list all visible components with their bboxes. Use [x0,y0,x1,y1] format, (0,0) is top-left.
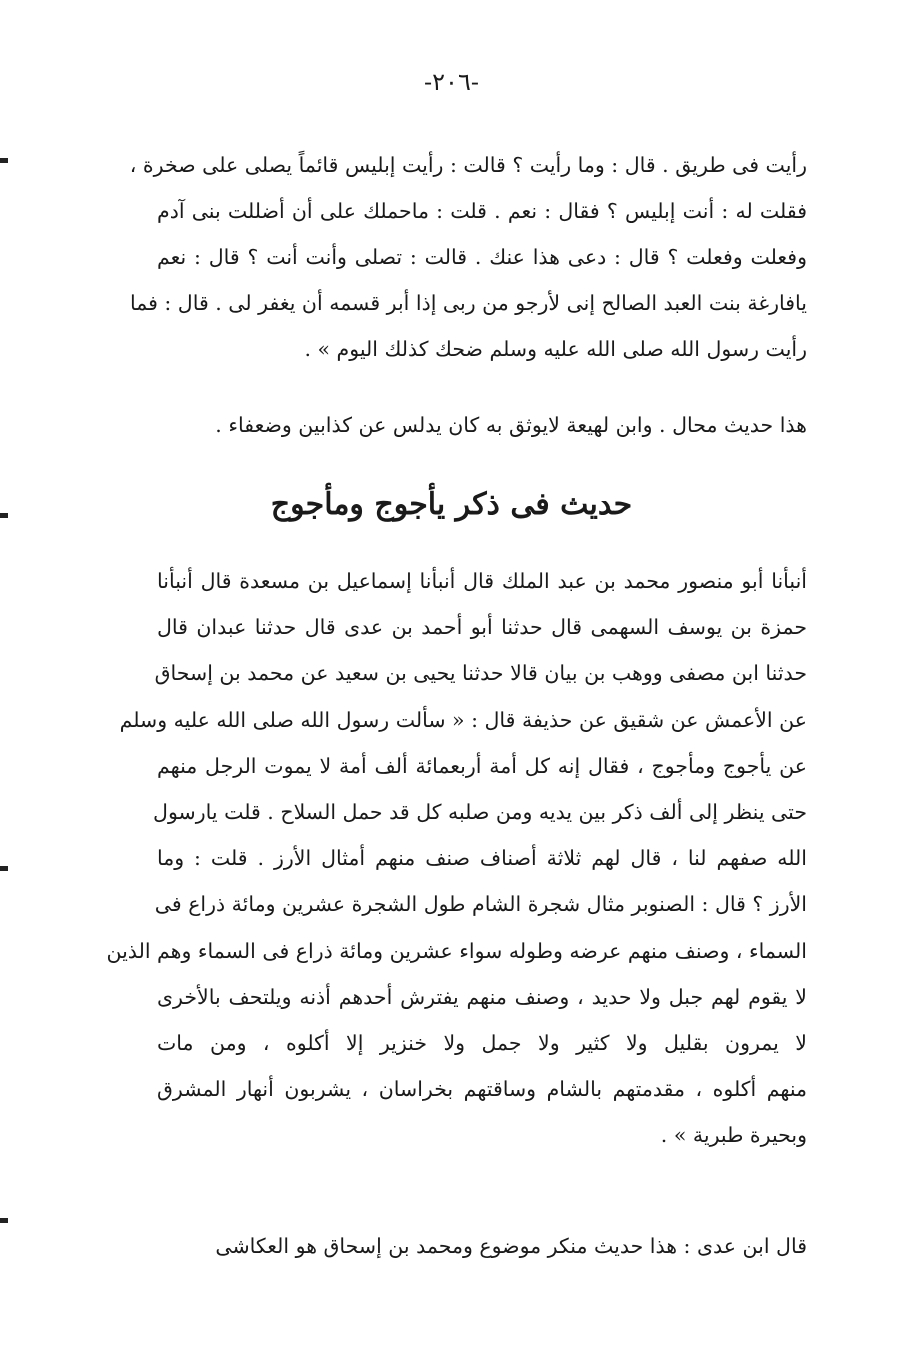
text-line: وفعلت وفعلت ؟ قال : دعى هذا عنك . قالت : تصلى وأنت أنت ؟ قال : نعم [157,245,807,269]
section-heading: حديث فى ذكر يأجوج ومأجوج [270,487,633,522]
margin-mark [0,158,8,163]
text-line: أنبأنا أبو منصور محمد بن عبد الملك قال أنبأنا إسماعيل بن مسعدة قال أنبأنا [157,569,807,593]
text-line: السماء ، وصنف منهم عرضه وطوله سواء عشرين ومائة ذراع فى السماء وهم الذين [106,938,807,963]
text-line: منهم أكلوه ، مقدمتهم بالشام وساقتهم بخراسان ، يشربون أنهار المشرق [157,1077,807,1102]
text-line: وبحيرة طبرية » . [660,1123,807,1148]
paragraph-hadith-iblis-ending [129,142,807,372]
margin-mark [0,1218,8,1223]
text-line: حمزة بن يوسف السهمى قال حدثنا أبو أحمد بن عدى قال حدثنا عبدان قال [157,615,807,640]
page-number: -٢٠٦- [424,68,479,96]
text-line: حدثنا ابن مصفى ووهب بن بيان قالا حدثنا يحيى بن سعيد عن محمد بن إسحاق [154,661,807,686]
text-line: الله صفهم لنا ، قال لهم ثلاثة أصناف صنف منهم أمثال الأرز . قلت : وما [157,846,807,871]
paragraph-verdict [157,402,807,448]
margin-mark [0,513,8,518]
paragraph-hadith-gog-magog [106,558,807,1158]
text-line: لا يقوم لهم جبل ولا حديد ، وصنف منهم يفترش أحدهم أذنه ويلتحف بالأخرى [157,984,807,1009]
text-line: حتى ينظر إلى ألف ذكر بين يديه ومن صلبه كل قد حمل السلاح . قلت يارسول [153,799,807,824]
text-line: عن الأعمش عن شقيق عن حذيفة قال : « سألت رسول الله صلى الله عليه وسلم [119,707,807,732]
text-line: رأيت رسول الله صلى الله عليه وسلم ضحك كذلك اليوم » . [304,337,807,361]
text-line: هذا حديث محال . وابن لهيعة لايوثق به كان يدلس عن كذابين وضعفاء . [215,413,807,437]
text-line: قال ابن عدى : هذا حديث منكر موضوع ومحمد بن إسحاق هو العكاشى [215,1234,807,1258]
margin-mark [0,866,8,871]
text-line: عن يأجوج ومأجوج ، فقال إنه كل أمة أربعمائة ألف أمة لا يموت الرجل منهم [157,753,807,778]
text-line: الأرز ؟ قال : الصنوبر مثال شجرة الشام طول الشجرة عشرين ومائة ذراع فى [154,892,807,917]
text-line: يافارغة بنت العبد الصالح إنى لأرجو من ربى إذا أبر قسمه أن يغفر لى . قال : فما [129,291,807,315]
paragraph-ibn-adi-verdict [157,1223,807,1269]
text-line: فقلت له : أنت إبليس ؟ فقال : نعم . قلت : ماحملك على أن أضللت بنى آدم [157,199,807,223]
text-line: رأيت فى طريق . قال : وما رأيت ؟ قالت : رأيت إبليس قائماً يصلى على صخرة ، [129,153,807,177]
text-line: لا يمرون بقليل ولا كثير ولا جمل ولا خنزير إلا أكلوه ، ومن مات [157,1030,807,1055]
